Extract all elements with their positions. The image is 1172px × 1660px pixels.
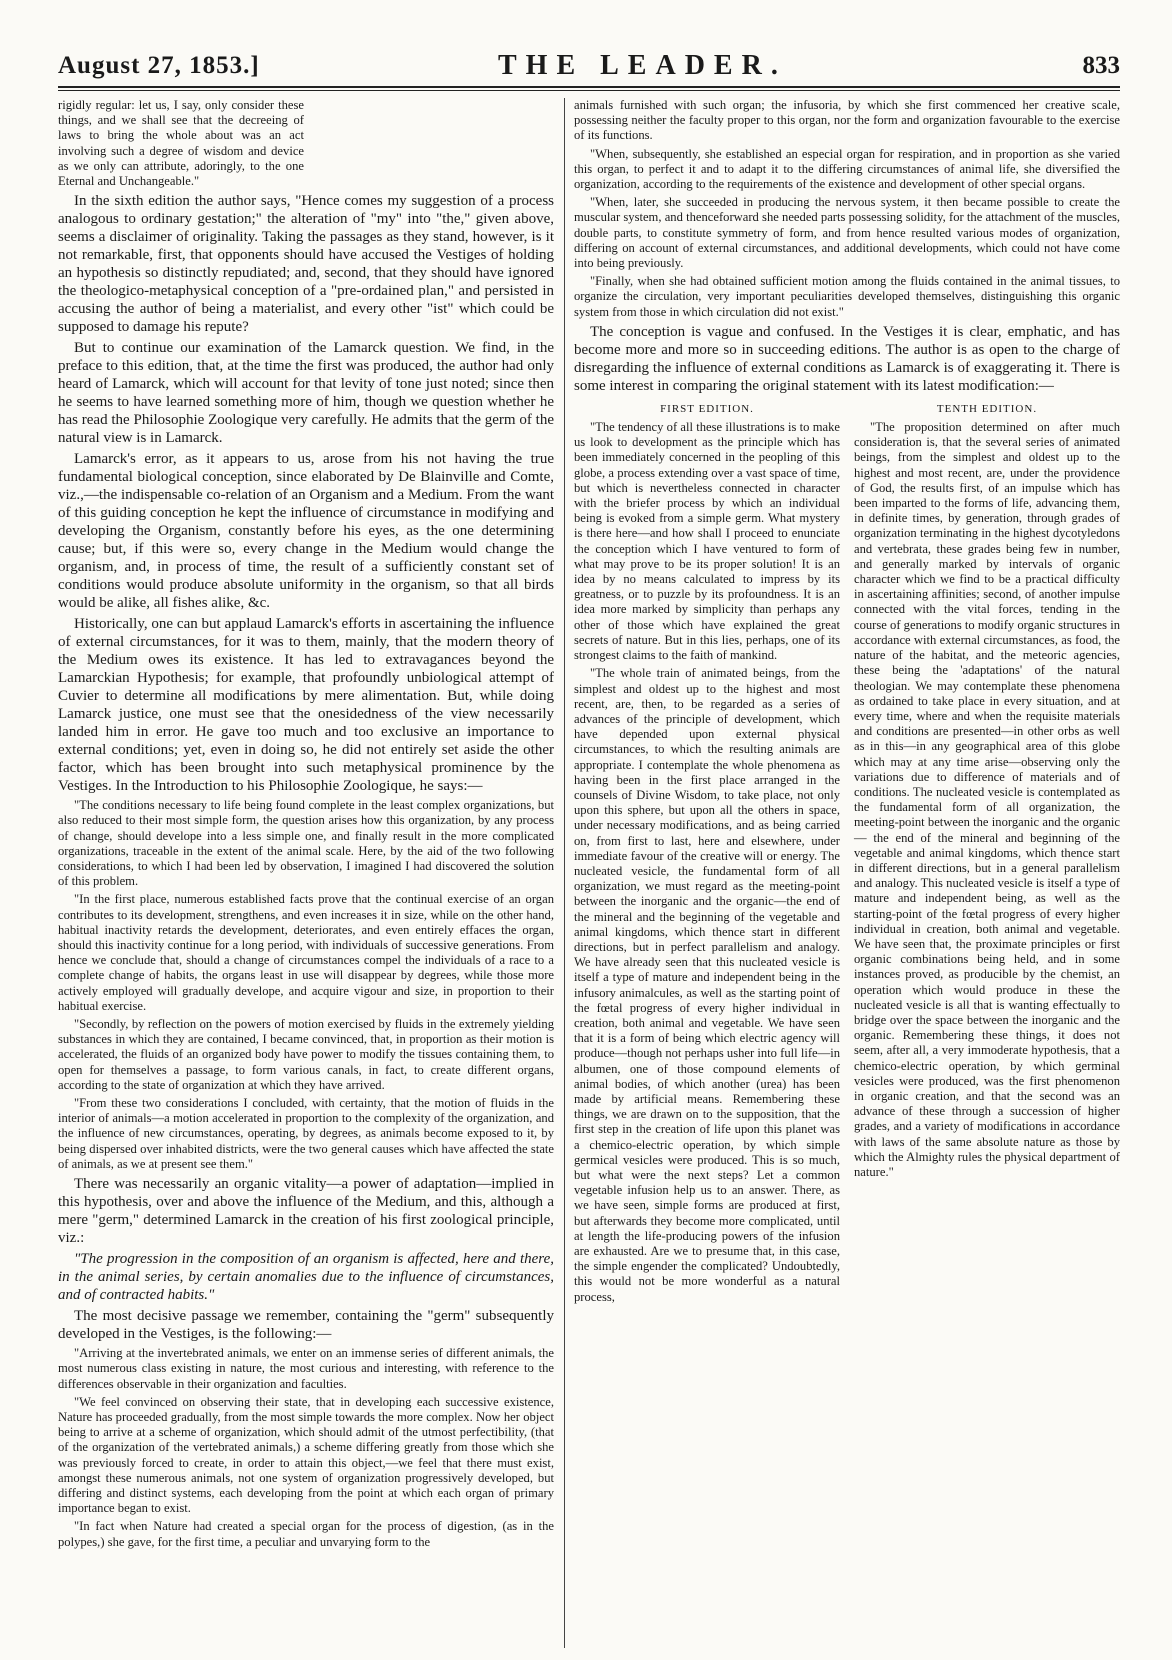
header-rule-thin bbox=[58, 90, 1120, 91]
lamarck-quote-1: "The conditions necessary to life being found complete in the least complex organizations, but also reduced to their most simple form, the question arises how this organization, by any process of change, should develope into a less simple one, and finally result in the more complicated organizations, traceable in the extent of the animal scale. Here, by the aid of the two following considerations, to which I had been led by observation, I imagined I had discovered the solution of this problem. bbox=[58, 798, 554, 889]
edition-comparison bbox=[574, 398, 1120, 1308]
right-quote-3: "When, later, she succeeded in producing the nervous system, it then became possible to create the muscular system, and thenceforward she needed parts possessing solidity, for the attachment of the muscles, double parts, to constitute symmetry of form, and from hence resulted various modes of organization, differing on account of external circumstances, and additional developments, which could not have come into being previously. bbox=[574, 195, 1120, 271]
page-number: 833 bbox=[1082, 52, 1120, 79]
right-quote-continuation: animals furnished with such organ; the infusoria, by which she first commenced her creative scale, possessing neither the faculty proper to this organ, nor the form and organization favourable to the exercise of its functions. bbox=[574, 98, 1120, 143]
first-edition-paragraph-1: "The tendency of all these illustrations is to make us look to development as the principle which has been immediately concerned in the peopling of this globe, a process extending over a vast space of time, but which is nevertheless connected in character with the briefer process by which an individual being is evoked from a simple germ. What mystery is there here—and how shall I proceed to enunciate the conception which I have ventured to form of what may prove to be its proper solution! It is an idea by no means calculated to impress by its greatness, or to puzzle by its profoundness. It is an idea more marked by simplicity than perhaps any other of those which have explained the great secrets of nature. But in this lies, perhaps, one of its strongest claims to the faith of mankind. bbox=[574, 420, 840, 663]
tenth-edition-heading: TENTH EDITION. bbox=[936, 402, 1038, 415]
left-paragraph-3: But to continue our examination of the Lamarck question. We find, in the preface to this edition, that, at the time the first was produced, the author had only heard of Lamarck, which will account for that levity of tone just noted; since then he seems to have learned something more of him, though we question whether he has read the Philosophie Zoologique very carefully. He admits that the germ of the natural view is in Lamarck. bbox=[58, 340, 554, 447]
left-paragraph-4: Lamarck's error, as it appears to us, arose from his not having the true fundamental biological conception, since elaborated by De Blainville and Comte, viz.,—the indispensable co-relation of an Organism and a Medium. From the want of this guiding conception he kept the influence of circumstance in modifying and developing the Organism, constantly before his eyes, as the one determining cause; but, if this were so, every change in the Medium would change the organism, and, in process of time, the result of a sufficiently constant set of conditions would produce absolute uniformity in the organism, so that all birds would be alike, all fishes alike, &c. bbox=[58, 451, 554, 612]
first-edition-paragraph-2: "The whole train of animated beings, from the simplest and oldest up to the highest and most recent, are, then, to be regarded as a series of advances of the principle of development, which have depended upon external physical circumstances, to which the resulting animals are appropriate. I contemplate the whole phenomena as having been in the first place arranged in the counsels of Divine Wisdom, to take place, not only upon this sphere, but upon all the others in space, under necessary modifications, and as being carried on, from first to last, here and elsewhere, under immediate favour of the creative will or energy. The nucleated vesicle, the fundamental form of all organization, we must regard as the meeting-point between the inorganic and the organic—the end of the mineral and the beginning of the vegetable and animal kingdoms, which thence start in different directions, but in perfect parallelism and analogy. We have already seen that this nucleated vesicle is itself a type of mature and independent being in the infusory animalcules, as well as the starting point of the fœtal progress of every higher individual in creation, both animal and vegetable. We have seen that it is a form of being which electric agency will produce—though not perhaps usher into full life—in albumen, one of those compound elements of animal bodies, of which another (urea) has been made by artificial means. Remembering these things, we are drawn on to the supposition, that the first step in the creation of life upon this planet was a chemico-electric operation, by which simple germical vesicles were produced. This is so much, but what were the next steps? Let a common vegetable infusion help us to an answer. There, as we have seen, simple forms are produced at first, but afterwards they become more complicated, until at length the life-producing powers of the infusion are exhausted. Are we to presume that, in this case, the simple engender the complicated? Undoubtedly, this would not be more wonderful as a natural process, bbox=[574, 666, 840, 1304]
lamarck-quote-4: "From these two considerations I concluded, with certainty, that the motion of fluids in the interior of animals—a motion accelerated in proportion to the complexity of the organization, and the influence of new circumstances, operating, by degrees, as animals become exposed to it, by being dispersed over inhabited districts, were the two general causes which have affected the state of animals, as we at present see them." bbox=[58, 1096, 554, 1171]
left-paragraph-6: There was necessarily an organic vitality—a power of adaptation—implied in this hypothesis, over and above the influence of the Medium, and this, although a mere "germ," determined Lamarck in the creation of his first zoological principle, viz.: bbox=[58, 1176, 554, 1247]
left-paragraph-2: In the sixth edition the author says, "Hence comes my suggestion of a process analogous to ordinary gestation;" the alteration of "my" into "the," given above, seems a disclaimer of originality. Taking the passages as they stand, however, is it not remarkable, first, that opponents should have accused the Vestiges of holding an hypothesis so distinctly repudiated; and, second, that they should have ignored the theologico-metaphysical conception of a "pre-ordained plan," and persisted in accusing the author of being a materialist, and every other "ist" which could be supposed to damage his repute? bbox=[58, 193, 554, 336]
zoological-principle-quote: "The progression in the composition of an organism is affected, here and there, in the animal series, by certain anomalies due to the influence of circumstances, and of contracted habits." bbox=[58, 1251, 554, 1304]
left-quote-continuation: rigidly regular: let us, I say, only consider these things, and we shall see that the decreeing of laws to bring the whole about was an act involving such a degree of wisdom and device as we only can attribute, adoringly, to the one Eternal and Unchangeable." bbox=[58, 98, 304, 189]
header-rule-thick bbox=[58, 86, 1120, 88]
right-quote-2: "When, subsequently, she established an especial organ for respiration, and in proportion as she varied this organ, to perfect it and to adapt it to the differing circumstances of animal life, she diversified the organization, according to the requirements of the existence and development of other special organs. bbox=[574, 146, 1120, 192]
left-paragraph-5: Historically, one can but applaud Lamarck's efforts in ascertaining the influence of external circumstances, for it was to them, mainly, that the modern theory of the Medium owes its existence. It has led to extravagances beyond the Lamarckian Hypothesis; for example, that profoundly unbiological attempt of Cuvier to determine all modifications by mere alimentation. But, while doing Lamarck justice, one must see that the onesidedness of the view necessarily landed him in error. He gave too much and too exclusive an importance to external conditions; yet, even in doing so, he did not entirely set aside the other factor, which has been brought into such metaphysical prominence by the Vestiges. In the Introduction to his Philosophie Zoologique, he says:— bbox=[58, 616, 554, 795]
first-edition-column bbox=[574, 398, 840, 1308]
lamarck-quote-2: "In the first place, numerous established facts prove that the continual exercise of an organ contributes to its development, strengthens, and even increases it in size, while on the other hand, habitual inactivity retards the development, deteriorates, and even entirely effaces the organ, should this inactivity continue for a long period, with individuals of successive generations. From hence we conclude that, should a change of circumstances compel the individuals of a race to a complete change of habits, the organs least in use will disappear by degrees, while those more actively employed will gradually develope, and acquire vigour and size, in proportion to their habitual exercise. bbox=[58, 892, 554, 1013]
lamarck-quote-6: "We feel convinced on observing their state, that in developing each successive existence, Nature has proceeded gradually, from the most simple towards the more complex. Now her object being to arrive at a scheme of organization, which should admit of the utmost perfectibility, (that of the organization of the vertebrated animals,) a scheme differing greatly from those which she was previously forced to create, in order to attain this object,—we feel that there must exist, amongst these numerous animals, not one system of organization progressively developed, but differing and distinct systems, each developing from the point at which each organ of primary importance began to exist. bbox=[58, 1394, 554, 1516]
right-quote-4: "Finally, when she had obtained sufficient motion among the fluids contained in the animal tissues, to organize the circulation, very important peculiarities developed themselves, distinguishing this organic system from those in which circulation did not exist." bbox=[574, 274, 1120, 319]
lamarck-quote-3: "Secondly, by reflection on the powers of motion exercised by fluids in the extremely yielding substances in which they are contained, I became convinced, that, in proportion as their motion is accelerated, the fluids of an organized body have power to modify the tissues containing them, to open for themselves a passage, to form various canals, in fact, to create different organs, according to the state of organization at which they have arrived. bbox=[58, 1017, 554, 1092]
column-divider bbox=[564, 98, 565, 1648]
first-edition-heading: FIRST EDITION. bbox=[660, 402, 754, 415]
lamarck-quote-5: "Arriving at the invertebrated animals, we enter on an immense series of different animals, the most numerous class existing in nature, the most curious and interesting, with reference to the differences observable in their organization and faculties. bbox=[58, 1346, 554, 1391]
left-paragraph-8: The most decisive passage we remember, containing the "germ" subsequently developed in the Vestiges, is the following:— bbox=[58, 1308, 554, 1343]
tenth-edition-column bbox=[854, 398, 1120, 1308]
tenth-edition-paragraph-1: "The proposition determined on after much consideration is, that the several series of animated beings, from the simplest and oldest up to the highest and most recent, are, under the providence of God, the results first, of an impulse which has been imparted to the forms of life, advancing them, in definite times, by generation, through grades of organization terminating in the highest dycotyledons and vertebrata, these grades being few in number, and generally marked by intervals of organic character which we find to be a practical difficulty in ascertaining affinities; second, of another impulse connected with the vital forces, tending in the course of generations to modify organic structures in accordance with external circumstances, as food, the nature of the habitat, and the meteoric agencies, these being the 'adaptations' of the natural theologian. We may contemplate these phenomena as ordained to take place in every situation, and at every time, where and when the requisite materials and conditions are presented—in other orbs as well as in this—in any geographical area of this globe which may at any time arise—observing only the variations due to difference of materials and of conditions. The nucleated vesicle is contemplated as the fundamental form of all organization, the meeting-point between the inorganic and the organic — the end of the mineral and beginning of the vegetable and animal kingdoms, which thence start in different directions, but in a general parallelism and analogy. This nucleated vesicle is itself a type of mature and independent being, as well as the starting-point of the fœtal progress of every higher individual in creation, both animal and vegetable. We have seen that, the proximate principles or first organic combinations being held, and in some instances proved, as producible by the chemist, an operation which would produce in these the nucleated vesicle is all that is wanting effectually to bridge over the space between the inorganic and the organic. Remembering these things, it does not seem, after all, a very immoderate hypothesis, that a chemico-electric operation, by which germinal vesicles were produced, was the first phenomenon in organic creation, and that the second was an advance of these through a succession of higher grades, and a variety of modifications in accordance with laws of the same absolute nature as those by which the Almighty rules the physical department of nature." bbox=[854, 420, 1120, 1179]
newspaper-title: THE LEADER. bbox=[498, 50, 787, 81]
left-column bbox=[58, 98, 554, 1648]
lamarck-quote-7: "In fact when Nature had created a special organ for the process of digestion, (as in the polypes,) she gave, for the first time, a peculiar and unvarying form to the bbox=[58, 1519, 554, 1549]
right-paragraph-1: The conception is vague and confused. In the Vestiges it is clear, emphatic, and has become more and more so in succeeding editions. The author is as open to the charge of disregarding the influence of external conditions as Lamarck is of exaggerating it. There is some interest in comparing the original statement with its latest modification:— bbox=[574, 323, 1120, 394]
right-column bbox=[574, 98, 1120, 1648]
issue-date: August 27, 1853.] bbox=[58, 52, 260, 79]
